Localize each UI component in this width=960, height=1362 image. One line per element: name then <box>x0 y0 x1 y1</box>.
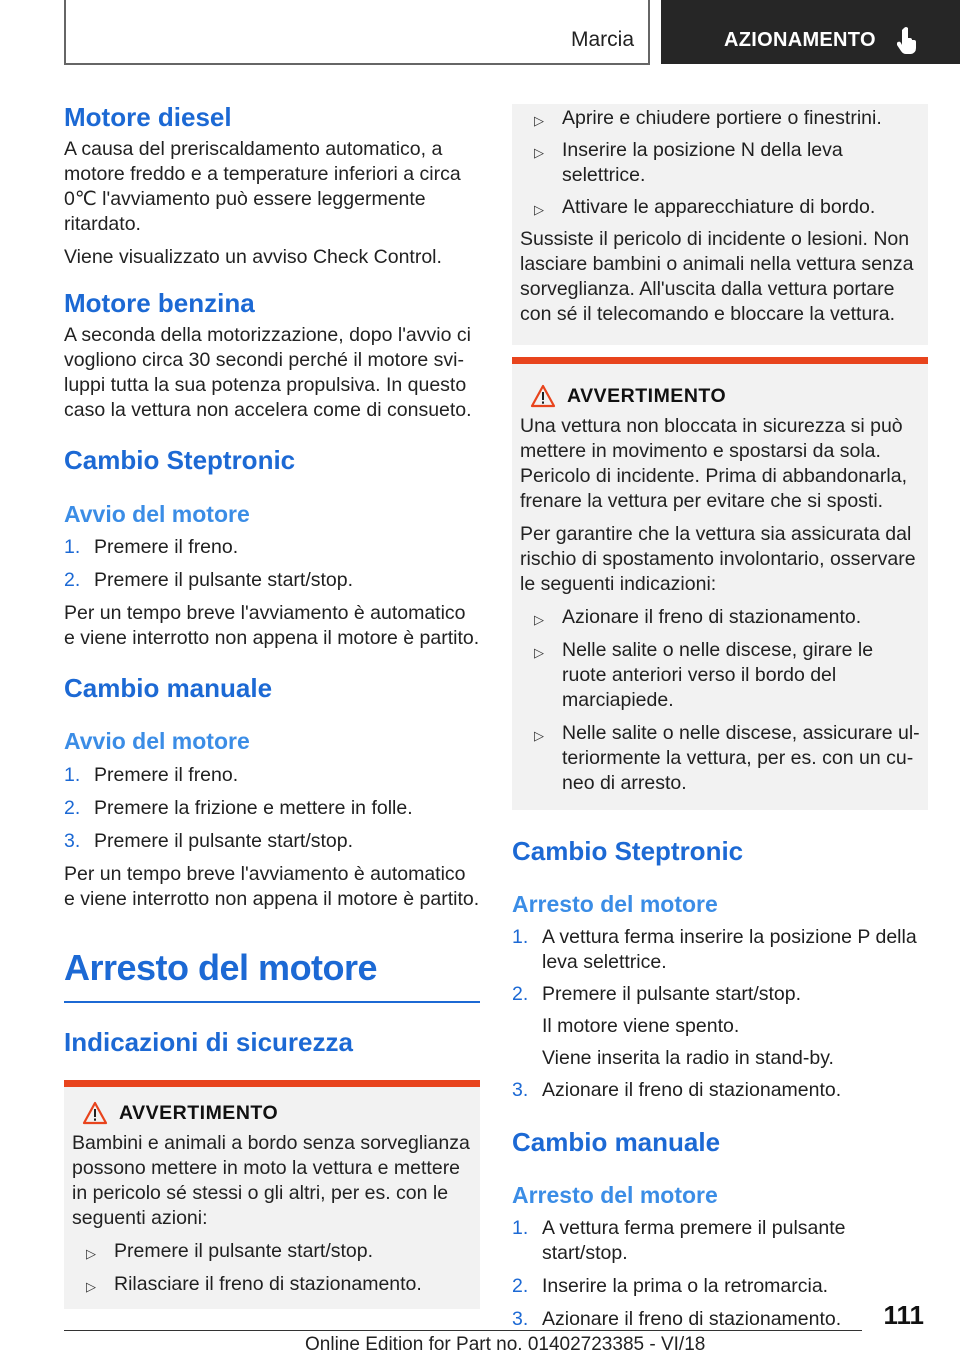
warning-box-continued <box>512 104 928 345</box>
chapter-label[interactable]: Marcia <box>570 28 634 51</box>
bullet-text: Azionare il freno di stazionamento. <box>562 606 862 628</box>
list-item <box>512 925 928 975</box>
list-item <box>520 195 920 220</box>
hand-pointer-icon <box>897 26 919 54</box>
step-number: 2. <box>64 796 81 819</box>
bullet-triangle-icon: ▷ <box>534 612 544 627</box>
subheading-start-engine: Avvio del motore <box>64 728 250 755</box>
list-item <box>64 796 480 821</box>
right-column <box>512 104 928 1332</box>
bullet-text: Inserire la posizione N della leva selettrice. <box>562 139 843 186</box>
steptronic-start-note: Per un tempo breve l'avviamento è automatico e viene interrotto non appena il motore è partito. <box>64 602 480 650</box>
bullet-text: Attivare le apparecchiature di bordo. <box>562 196 876 218</box>
bullet-triangle-icon: ▷ <box>86 1246 96 1262</box>
list-item <box>520 638 920 713</box>
warning-bullets <box>520 605 920 796</box>
warning-text: Una vettura non bloccata in sicurezza si può mettere in movimento e spostarsi da sola. Pericolo di incidente. Prima di abbandonarla, frenare la vettura per evitare che si sposti. <box>520 415 907 512</box>
list-item <box>520 721 920 796</box>
heading-steptronic: Cambio Steptronic <box>512 836 744 866</box>
list-item <box>512 1307 928 1332</box>
manual-start-note: Per un tempo breve l'avviamento è automatico e viene interrotto non appena il motore è partito. <box>64 862 480 910</box>
heading-manual-gearbox: Cambio manuale <box>512 1126 721 1157</box>
list-item <box>520 138 920 188</box>
steptronic-stop-steps <box>512 925 928 1103</box>
warning-label: AVVERTIMENTO <box>119 1102 279 1125</box>
warning-triangle-icon <box>530 384 556 408</box>
header-divider-right <box>648 0 650 64</box>
section-label: AZIONAMENTO <box>724 29 876 51</box>
warning-label: AVVERTIMENTO <box>567 385 727 407</box>
bullet-text: Rilasciare il freno di stazionamento. <box>114 1273 422 1296</box>
step-text: Inserire la prima o la retromarcia. <box>542 1274 829 1297</box>
list-item <box>64 829 480 854</box>
diesel-paragraph: A causa del preriscaldamento automatico, a motore freddo e a temperature inferiori a circa 0℃ l'avviamento può essere leggermente ritardato. <box>64 138 461 236</box>
list-item <box>520 605 920 630</box>
step-number: 3. <box>512 1078 529 1101</box>
bullet-triangle-icon: ▷ <box>534 113 544 128</box>
list-item <box>64 535 480 560</box>
heading-steptronic: Cambio Steptronic <box>64 445 296 476</box>
step-number: 1. <box>512 1216 529 1239</box>
heading-diesel-engine: Motore diesel <box>64 102 232 132</box>
left-column <box>64 98 480 1309</box>
step-number: 2. <box>512 1274 529 1297</box>
heading-safety-notes: Indicazioni di sicurezza <box>64 1027 353 1058</box>
step-text: Azionare il freno di stazionamento. <box>542 1307 842 1330</box>
bullet-text: Premere il pulsante start/stop. <box>114 1240 374 1263</box>
bullet-triangle-icon: ▷ <box>86 1279 96 1295</box>
bullet-text: Nelle salite o nelle discese, girare le ruote anteriori verso il bordo del marciapiede. <box>562 639 874 711</box>
list-item <box>512 1274 928 1299</box>
step-number: 3. <box>64 829 81 852</box>
step-text: Premere il freno. <box>94 536 239 559</box>
warning-bar <box>512 357 928 364</box>
step-number: 2. <box>512 982 529 1005</box>
subheading-stop-engine: Arresto del motore <box>512 891 718 918</box>
diesel-note: Viene visualizzato un avviso Check Control. <box>64 246 442 269</box>
petrol-paragraph: A seconda della motorizzazione, dopo l'avvio ci vogliono circa 30 secondi perché il motore sviluppi tutta la sua potenza propulsiva. In questo caso la vettura non accelera come di consueto. <box>64 324 472 422</box>
header-divider-bottom <box>64 63 650 65</box>
step-number: 2. <box>64 569 81 592</box>
warning-triangle-icon <box>82 1101 108 1125</box>
page-number: 111 <box>883 1300 924 1330</box>
list-item <box>64 568 480 593</box>
step-number: 1. <box>512 925 529 948</box>
step-text: Premere il pulsante start/stop. <box>94 829 354 852</box>
warning-box <box>64 1087 480 1309</box>
step-text: Azionare il freno di stazionamento. <box>542 1078 842 1101</box>
bullet-triangle-icon: ▷ <box>534 145 544 160</box>
step-number: 1. <box>64 763 81 786</box>
bullet-triangle-icon: ▷ <box>534 728 544 743</box>
warning-text: Bambini e animali a bordo senza sorveglianza possono mettere in moto la vettura e mettere in pericolo sé stessi o gli altri, per es. con le seguenti azioni: <box>72 1132 470 1230</box>
bullet-text: Aprire e chiudere portiere o finestrini. <box>562 107 882 129</box>
list-item <box>520 106 920 131</box>
step-text: A vettura ferma inserire la posizione P della leva selettrice. <box>542 925 917 973</box>
steptronic-start-steps <box>64 535 480 593</box>
warning-text: Sussiste il pericolo di incidente o lesioni. Non lasciare bambini o animali nella vettura senza sorveglianza. All'uscita dalla vettura portare con sé il telecomando e bloccare la vettura. <box>520 228 914 325</box>
manual-start-steps <box>64 763 480 854</box>
list-item <box>512 1078 928 1103</box>
list-item <box>72 1239 472 1264</box>
step-text: Premere il pulsante start/stop. <box>94 569 354 592</box>
edition-label: Online Edition for Part no. 01402723385 - VI/18 <box>305 1334 706 1355</box>
warning-bullets <box>72 1239 472 1297</box>
step-number: 1. <box>64 536 81 559</box>
step-text: A vettura ferma premere il pulsante start/stop. <box>542 1216 846 1264</box>
warning-bullets <box>520 106 920 220</box>
list-item <box>72 1272 472 1297</box>
step-text: Premere il pulsante start/stop. <box>542 982 802 1005</box>
manual-stop-steps <box>512 1216 928 1332</box>
heading-petrol-engine: Motore benzina <box>64 288 255 319</box>
step-number: 3. <box>512 1307 529 1330</box>
bullet-triangle-icon: ▷ <box>534 202 544 217</box>
subheading-stop-engine: Arresto del motore <box>512 1181 718 1208</box>
warning-bar <box>64 1080 480 1087</box>
warning-box <box>512 364 928 810</box>
footer-rule <box>64 1330 862 1331</box>
heading-rule <box>64 1001 480 1003</box>
subheading-start-engine: Avvio del motore <box>64 500 250 527</box>
warning-header <box>72 1099 472 1129</box>
header-divider-left <box>64 0 66 64</box>
bullet-triangle-icon: ▷ <box>534 645 544 660</box>
section-tab[interactable] <box>661 0 960 64</box>
step-text: Premere il freno. <box>94 763 239 786</box>
list-item <box>64 763 480 788</box>
step-note: Viene inserita la radio in stand-by. <box>542 1046 834 1069</box>
step-text: Premere la frizione e mettere in folle. <box>94 796 413 819</box>
bullet-text: Nelle salite o nelle discese, assicurare ulteriormente la vettura, per es. con un cuneo di arresto. <box>562 722 920 794</box>
heading-engine-stop: Arresto del motore <box>64 946 378 988</box>
warning-header <box>520 382 920 412</box>
step-note: Il motore viene spento. <box>542 1014 740 1037</box>
list-item <box>512 1216 928 1266</box>
heading-manual-gearbox: Cambio manuale <box>64 673 273 704</box>
list-item <box>512 982 928 1071</box>
warning-text: Per garantire che la vettura sia assicurata dal rischio di spostamento involontario, osservare le seguenti indicazioni: <box>520 523 916 595</box>
